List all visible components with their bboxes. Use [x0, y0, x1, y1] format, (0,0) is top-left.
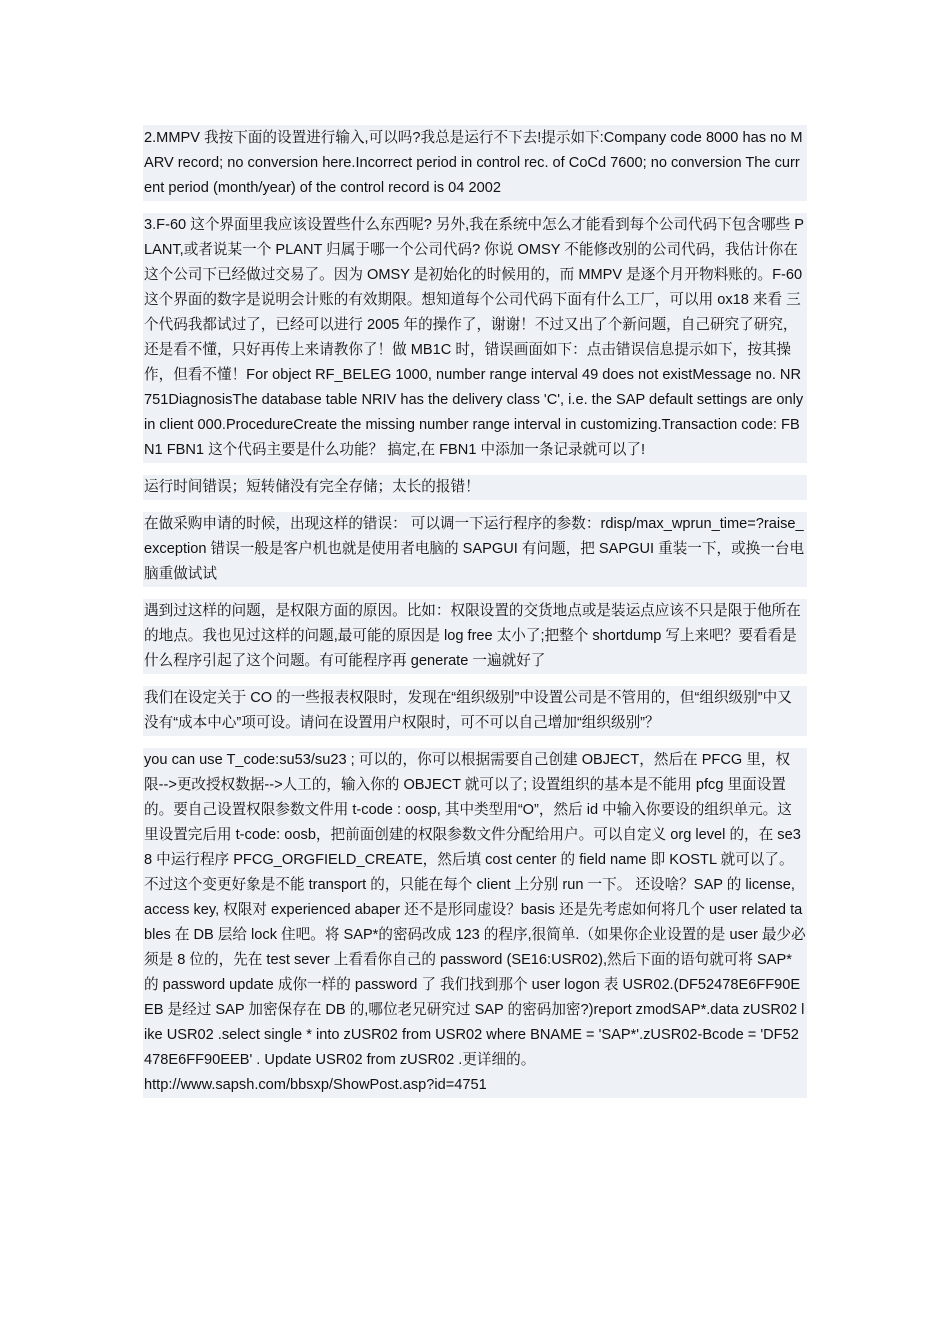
paragraph-runtime-error: 运行时间错误；短转储没有完全存储；太长的报错！: [143, 475, 807, 500]
paragraph-purchase-requisition-error: 在做采购申请的时候，出现这样的错误： 可以调一下运行程序的参数：rdisp/max_wprun_time=?raise_exception 错误一般是客户机也就是使用者电脑的 SAPGUI 有问题，把 SAPGUI 重装一下，或换一台电脑重做试试: [143, 512, 807, 587]
paragraph-authorization-answer: 遇到过这样的问题，是权限方面的原因。比如：权限设置的交货地点或是装运点应该不只是限于他所在的地点。我也见过这样的问题,最可能的原因是 log free 太小了;把整个 shortdump 写上来吧？要看看是什么程序引起了这个问题。有可能程序再 generate 一遍就好了: [143, 599, 807, 674]
reference-link[interactable]: http://www.sapsh.com/bbsxp/ShowPost.asp?id=4751: [144, 1077, 487, 1093]
paragraph-co-report-authorization: 我们在设定关于 CO 的一些报表权限时，发现在“组织级别”中设置公司是不管用的，但“组织级别”中又没有“成本中心”项可设。请问在设置用户权限时，可不可以自己增加“组织级别”？: [143, 686, 807, 736]
paragraph-org-level-text: you can use T_code:su53/su23 ; 可以的，你可以根据需要自己创建 OBJECT，然后在 PFCG 里，权限-->更改授权数据-->人工的，输入你的 OBJECT 就可以了; 设置组织的基本是不能用 pfcg 里面设置的。要自己设置权限参数文件用 t-code : oosp, 其中类型用“O”，然后 id 中输入你要设的组织单元。这里设置完后用 t-code: oosb，把前面创建的权限参数文件分配给用户。可以自定义 org level 的，在 se38 中运行程序 PFCG_ORGFIELD_CREATE，然后填 cost center 的 field name 即 KOSTL 就可以了。不过这个变更好象是不能 transport 的，只能在每个 client 上分别 run 一下。 还设啥？SAP 的 license, access key, 权限对 experienced abaper 还不是形同虚设？basis 还是先考虑如何将几个 user related tables 在 DB 层给 lock 住吧。将 SAP*的密码改成 123 的程序,很简单.（如果你企业设置的是 user 最少必须是 8 位的，先在 test sever 上看看你自己的 password (SE16:USR02),然后下面的语句就可将 SAP*的 password update 成你一样的 password 了 我们找到那个 user logon 表 USR02.(DF52478E6FF90EEB 是经过 SAP 加密保存在 DB 的,哪位老兄研究过 SAP 的密码加密?)report zmodSAP*.data zUSR02 like USR02 .select single * into zUSR02 from USR02 where BNAME = 'SAP*'.zUSR02-Bcode = 'DF52478E6FF90EEB' . Update USR02 from zUSR02 .更详细的。: [144, 752, 806, 1068]
paragraph-org-level-answer: [143, 748, 807, 1098]
paragraph-f60-question: 3.F-60 这个界面里我应该设置些什么东西呢? 另外,我在系统中怎么才能看到每个公司代码下包含哪些 PLANT,或者说某一个 PLANT 归属于哪一个公司代码? 你说 OMSY 不能修改别的公司代码，我估计你在这个公司下已经做过交易了。因为 OMSY 是初始化的时候用的，而 MMPV 是逐个月开物料账的。F-60 这个界面的数字是说明会计账的有效期限。想知道每个公司代码下面有什么工厂，可以用 ox18 来看 三个代码我都试过了，已经可以进行 2005 年的操作了，谢谢！不过又出了个新问题，自己研究了研究，还是看不懂，只好再传上来请教你了！做 MB1C 时，错误画面如下：点击错误信息提示如下，按其操作，但看不懂！For object RF_BELEG 1000, number range interval 49 does not existMessage no. NR 751DiagnosisThe database table NRIV has the delivery class 'C', i.e. the SAP default settings are only in client 000.ProcedureCreate the missing number range interval in customizing.Transaction code: FBN1 FBN1 这个代码主要是什么功能？ 搞定,在 FBN1 中添加一条记录就可以了!: [143, 213, 807, 463]
document-body: [143, 125, 807, 1098]
paragraph-mmpv-question: 2.MMPV 我按下面的设置进行输入,可以吗?我总是运行不下去!提示如下:Company code 8000 has no MARV record; no conversion here.Incorrect period in control rec. of CoCd 7600; no conversion The current period (month/year) of the control record is 04 2002: [143, 125, 807, 201]
